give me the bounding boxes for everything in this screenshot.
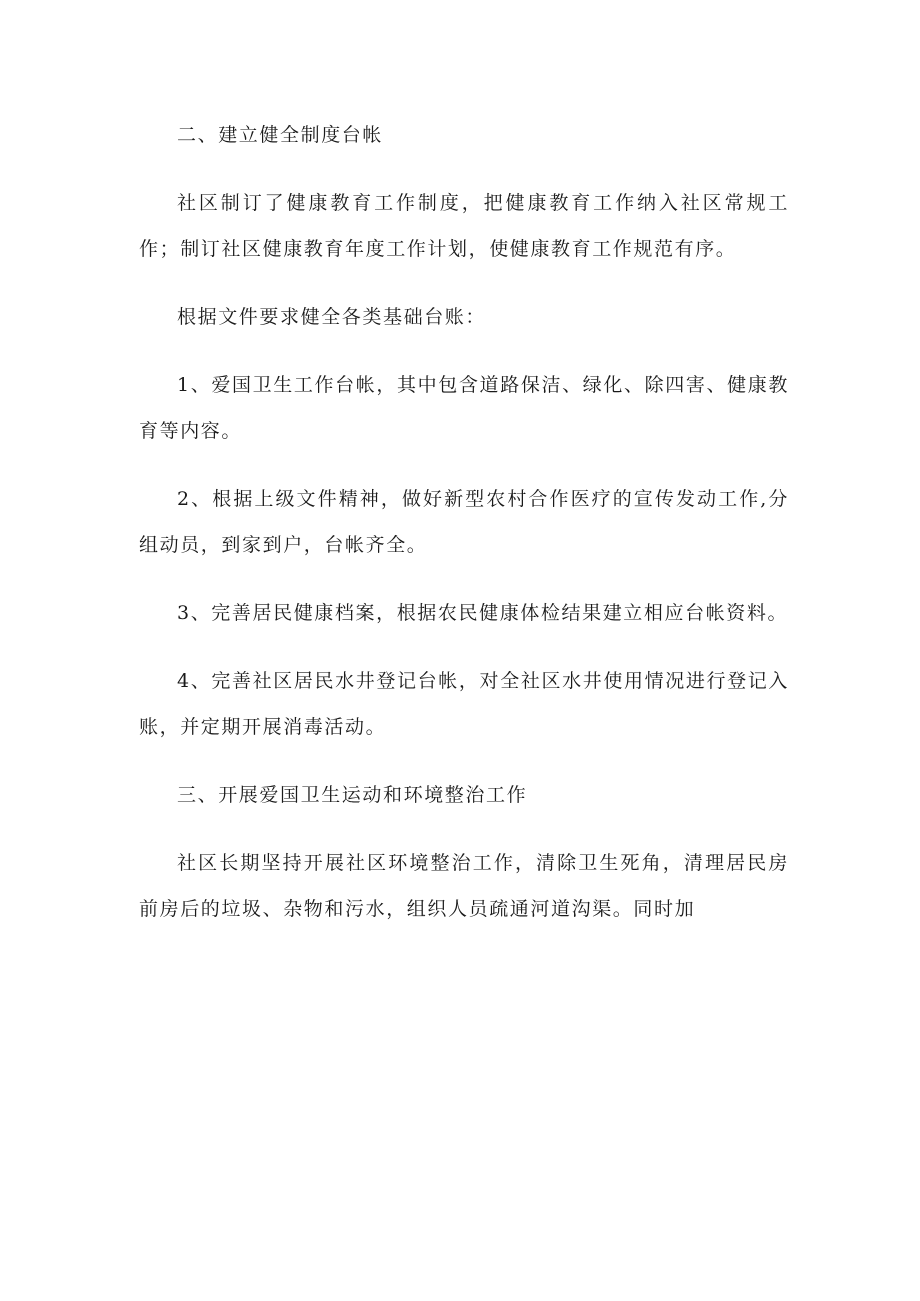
section-heading-3: 三、开展爱国卫生运动和环境整治工作 (177, 784, 528, 806)
paragraph-ledger-requirements: 根据文件要求健全各类基础台账： (177, 306, 487, 328)
document-body (139, 112, 789, 954)
paragraph-environment-cleanup: 社区长期坚持开展社区环境整治工作，清除卫生死角，清理居民房前房后的垃圾、杂物和污水，组织人员疏通河道沟渠。同时加 (139, 852, 789, 920)
list-item-3: 3、完善居民健康档案，根据农民健康体检结果建立相应台帐资料。 (177, 602, 789, 624)
list-item-1: 1、爱国卫生工作台帐，其中包含道路保洁、绿化、除四害、健康教育等内容。 (139, 374, 789, 442)
list-item-4: 4、完善社区居民水井登记台帐，对全社区水井使用情况进行登记入账，并定期开展消毒活动。 (139, 670, 789, 738)
section-heading-2: 二、建立健全制度台帐 (177, 124, 384, 146)
list-item-2: 2、根据上级文件精神，做好新型农村合作医疗的宣传发动工作,分组动员，到家到户，台帐齐全。 (139, 488, 789, 556)
paragraph-health-education-system: 社区制订了健康教育工作制度，把健康教育工作纳入社区常规工作；制订社区健康教育年度工作计划，使健康教育工作规范有序。 (139, 192, 789, 260)
